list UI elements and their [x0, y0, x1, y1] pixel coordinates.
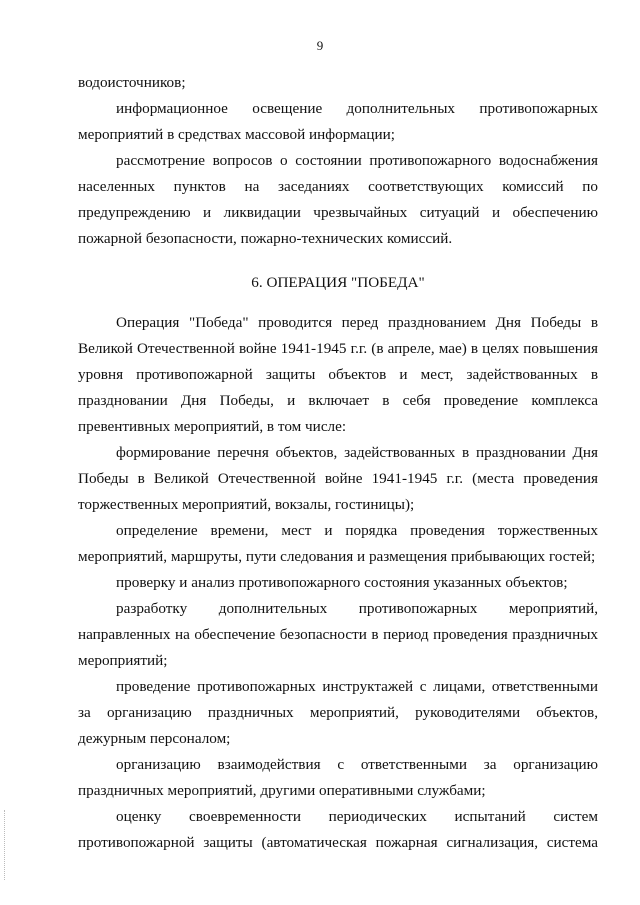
- paragraph: оценку своевременности периодических испытаний систем противопожарной защиты (автоматическая пожарная сигнализация, система: [78, 808, 598, 851]
- page-number: 9: [316, 38, 324, 53]
- paragraph: информационное освещение дополнительных противопожарных мероприятий в средствах массовой информации;: [78, 100, 598, 143]
- paragraph: проверку и анализ противопожарного состояния указанных объектов;: [116, 574, 568, 591]
- text-block-section: [78, 310, 598, 856]
- paragraph: рассмотрение вопросов о состоянии противопожарного водоснабжения населенных пунктов на заседаниях соответствующих комиссий по предупреждению и ликвидации чрезвычайных ситуаций и обеспечению пожарной безопасности, пожарно-технических комиссий.: [78, 152, 598, 247]
- paragraph: проведение противопожарных инструктажей с лицами, ответственными за организацию праздничных мероприятий, руководителями объектов, дежурным персоналом;: [78, 678, 598, 747]
- paragraph: организацию взаимодействия с ответственными за организацию праздничных мероприятий, другими оперативными службами;: [78, 756, 598, 799]
- paragraph: формирование перечня объектов, задействованных в праздновании Дня Победы в Великой Отечественной войне 1941-1945 г.г. (места проведения торжественных мероприятий, вокзалы, гостиницы);: [78, 444, 598, 513]
- paragraph: водоисточников;: [78, 74, 186, 91]
- paragraph: Операция "Победа" проводится перед празднованием Дня Победы в Великой Отечественной войне 1941-1945 г.г. (в апреле, мае) в целях повышения уровня противопожарной защиты объектов и мест, задействованных в праздновании Дня Победы, и включает в себя проведение комплекса превентивных мероприятий, в том числе:: [78, 314, 598, 435]
- paragraph: разработку дополнительных противопожарных мероприятий, направленных на обеспечение безопасности в период проведения праздничных мероприятий;: [78, 600, 598, 669]
- paragraph: определение времени, мест и порядка проведения торжественных мероприятий, маршруты, пути следования и размещения прибывающих гостей;: [78, 522, 598, 565]
- text-block-top: [78, 70, 598, 252]
- scan-edge-marks: [4, 810, 7, 880]
- section-heading: 6. ОПЕРАЦИЯ "ПОБЕДА": [251, 274, 425, 291]
